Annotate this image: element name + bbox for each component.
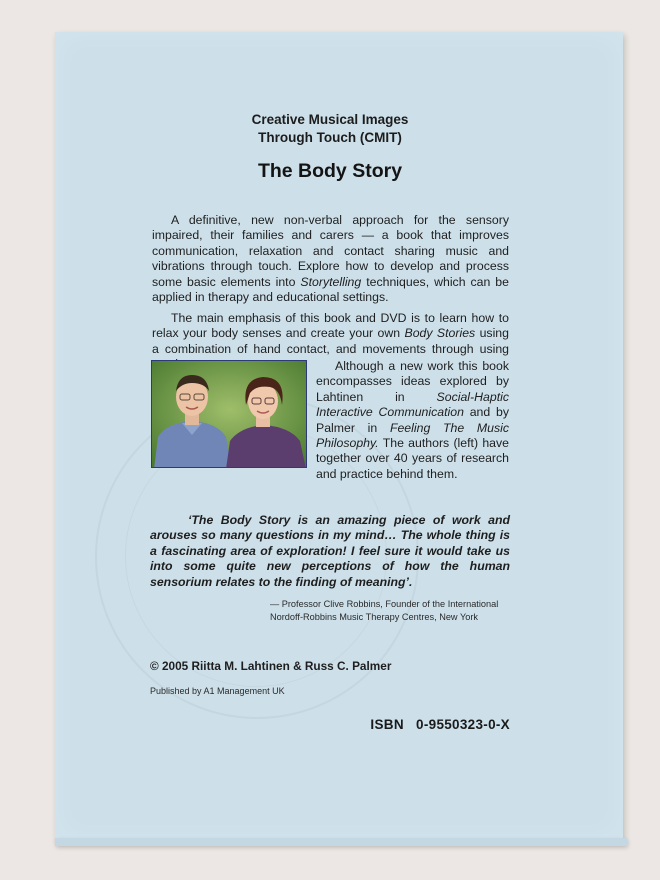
side-text-work-2: Feeling The Music Philosophy.: [316, 420, 510, 451]
authors-photo-illustration: [152, 361, 307, 468]
authors-photo: [151, 360, 307, 468]
side-text-a: Although a new work this book encompasses ideas explored by Lahtinen in: [316, 359, 509, 404]
quote-attribution: [270, 598, 510, 624]
description-paragraph-1: [152, 213, 509, 305]
para1-text-a: A definitive, new non-verbal approach for the sensory impaired, their families and carers — a book that improves communication, relaxation and contact sharing music and vibrations through touch. Explore how to develop and process some basic elements into: [152, 213, 509, 289]
isbn-number: ISBN 0-9550323-0-X: [370, 717, 510, 732]
cover-edge: [55, 838, 627, 846]
para2-text-c: using a combination of hand contact, and movements through using: [152, 326, 509, 356]
series-title-line2: Through Touch (CMIT): [258, 130, 402, 145]
quote-text: ‘The Body Story is an amazing piece of work and arouses so many questions in my mind… The whole thing is a fascinating area of exploration! I feel sure it would take us into some quite new perceptions of how the human sensorium relates to the finding of meaning’.: [150, 513, 510, 589]
book-title: The Body Story: [257, 160, 403, 182]
para1-emphasis: Storytelling: [300, 274, 362, 289]
endorsement-quote: [150, 513, 510, 590]
publisher-line: Published by A1 Management UK: [150, 686, 285, 696]
copyright-notice: © 2005 Riitta M. Lahtinen & Russ C. Palmer: [150, 659, 392, 673]
authors-description: [316, 359, 509, 482]
para2-text-a: The main emphasis of this book and DVD is to learn how to relax your body senses and create your own: [152, 311, 509, 341]
attribution-line1: — Professor Clive Robbins, Founder of the International: [270, 599, 499, 609]
series-title: [150, 111, 510, 147]
attribution-line2: Nordoff-Robbins Music Therapy Centres, New York: [270, 612, 479, 622]
para1-text-c: techniques, which can be applied in therapy and educational settings.: [152, 274, 509, 305]
side-text-e: The authors (left) have together over 40 years of research and practice behind them.: [316, 436, 509, 481]
para2-emphasis: Body Stories: [404, 326, 476, 341]
side-text-c: and by Palmer in: [316, 405, 509, 435]
side-text-work-1: Social-Haptic Interactive Communication: [316, 389, 509, 420]
series-title-line1: Creative Musical Images: [251, 112, 409, 127]
